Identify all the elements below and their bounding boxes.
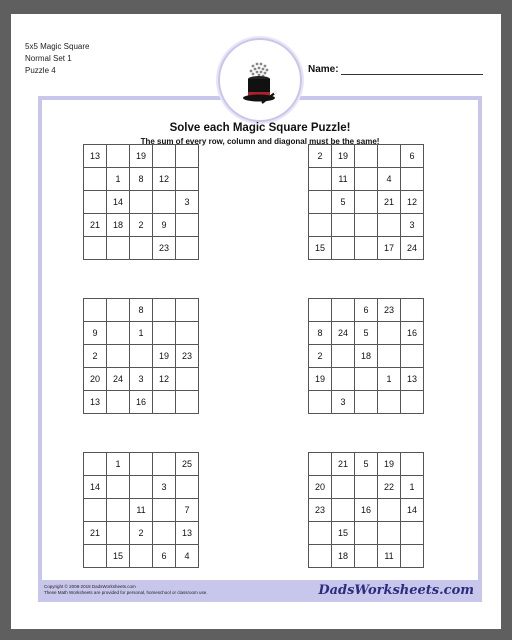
given-number-cell: 14 [401,499,424,522]
magic-square-1 [83,144,199,260]
given-number-cell: 12 [153,368,176,391]
given-number-cell: 19 [378,453,401,476]
empty-cell[interactable] [176,368,199,391]
empty-cell[interactable] [401,545,424,568]
grid-row [84,368,199,391]
given-number-cell: 12 [401,191,424,214]
empty-cell[interactable] [309,214,332,237]
grid-row [84,453,199,476]
grid-row [309,237,424,260]
magic-square-3 [83,298,199,414]
empty-cell[interactable] [84,237,107,260]
given-number-cell: 18 [355,345,378,368]
grid-row [84,191,199,214]
empty-cell[interactable] [107,345,130,368]
footer-text [44,584,208,596]
given-number-cell: 21 [84,214,107,237]
given-number-cell: 15 [107,545,130,568]
magic-square-4 [308,298,424,414]
given-number-cell: 19 [130,145,153,168]
empty-cell[interactable] [176,168,199,191]
grid-row [309,368,424,391]
name-label: Name: [308,64,339,75]
puzzle-type: 5x5 Magic Square [25,42,90,51]
given-number-cell: 1 [130,322,153,345]
footer-bar [38,580,482,602]
empty-cell[interactable] [130,191,153,214]
grid-row [309,214,424,237]
grid-row [309,476,424,499]
grid-row [309,191,424,214]
given-number-cell: 5 [355,453,378,476]
empty-cell[interactable] [378,145,401,168]
given-number-cell: 15 [332,522,355,545]
empty-cell[interactable] [355,145,378,168]
grid-row [84,168,199,191]
grid-row [84,237,199,260]
given-number-cell: 16 [401,322,424,345]
empty-cell[interactable] [332,368,355,391]
empty-cell[interactable] [130,237,153,260]
empty-cell[interactable] [107,391,130,414]
grid-row [84,476,199,499]
given-number-cell: 20 [309,476,332,499]
empty-cell[interactable] [378,499,401,522]
given-number-cell: 11 [332,168,355,191]
empty-cell[interactable] [332,499,355,522]
given-number-cell: 13 [401,368,424,391]
empty-cell[interactable] [355,214,378,237]
empty-cell[interactable] [332,214,355,237]
empty-cell[interactable] [309,522,332,545]
given-number-cell: 19 [332,145,355,168]
empty-cell[interactable] [401,453,424,476]
given-number-cell: 8 [130,299,153,322]
given-number-cell: 3 [130,368,153,391]
given-number-cell: 1 [107,168,130,191]
worksheet-instructions: The sum of every row, column and diagonal must be the same! [140,137,380,146]
empty-cell[interactable] [355,191,378,214]
puzzle-info [25,41,89,77]
given-number-cell: 5 [355,322,378,345]
given-number-cell: 22 [378,476,401,499]
usage-note: These Math Worksheets are provided for personal, homeschool or classroom use. [44,590,208,595]
grid-row [309,168,424,191]
given-number-cell: 24 [401,237,424,260]
empty-cell[interactable] [355,476,378,499]
empty-cell[interactable] [153,322,176,345]
empty-cell[interactable] [332,345,355,368]
given-number-cell: 7 [176,499,199,522]
given-number-cell: 9 [153,214,176,237]
empty-cell[interactable] [309,191,332,214]
empty-cell[interactable] [401,168,424,191]
empty-cell[interactable] [176,145,199,168]
given-number-cell: 19 [309,368,332,391]
given-number-cell: 5 [332,191,355,214]
empty-cell[interactable] [84,545,107,568]
empty-cell[interactable] [153,391,176,414]
given-number-cell: 14 [107,191,130,214]
empty-cell[interactable] [332,299,355,322]
empty-cell[interactable] [355,368,378,391]
given-number-cell: 1 [401,476,424,499]
given-number-cell: 2 [130,522,153,545]
grid-row [309,453,424,476]
given-number-cell: 1 [378,368,401,391]
empty-cell[interactable] [355,391,378,414]
grid-row [309,345,424,368]
empty-cell[interactable] [309,168,332,191]
given-number-cell: 3 [153,476,176,499]
grid-row [309,499,424,522]
given-number-cell: 23 [153,237,176,260]
empty-cell[interactable] [153,191,176,214]
grid-row [84,522,199,545]
empty-cell[interactable] [130,345,153,368]
given-number-cell: 6 [401,145,424,168]
grid-row [84,499,199,522]
brand-logo: DadsWorksheets.com [318,583,474,598]
empty-cell[interactable] [355,237,378,260]
given-number-cell: 8 [309,322,332,345]
empty-cell[interactable] [130,453,153,476]
given-number-cell: 20 [84,368,107,391]
empty-cell[interactable] [355,545,378,568]
given-number-cell: 13 [84,145,107,168]
empty-cell[interactable] [84,191,107,214]
given-number-cell: 23 [176,345,199,368]
empty-cell[interactable] [355,168,378,191]
given-number-cell: 11 [378,545,401,568]
empty-cell[interactable] [130,545,153,568]
worksheet-page [11,14,501,629]
given-number-cell: 21 [332,453,355,476]
given-number-cell: 6 [355,299,378,322]
given-number-cell: 21 [84,522,107,545]
given-number-cell: 18 [332,545,355,568]
grid-row [84,145,199,168]
grid-row [84,391,199,414]
given-number-cell: 2 [130,214,153,237]
given-number-cell: 17 [378,237,401,260]
empty-cell[interactable] [309,299,332,322]
grid-row [309,322,424,345]
magic-square-5 [83,452,199,568]
name-input-line[interactable] [341,74,483,75]
given-number-cell: 14 [84,476,107,499]
empty-cell[interactable] [378,522,401,545]
given-number-cell: 9 [84,322,107,345]
empty-cell[interactable] [84,168,107,191]
empty-cell[interactable] [401,522,424,545]
empty-cell[interactable] [332,476,355,499]
grid-row [309,545,424,568]
empty-cell[interactable] [107,299,130,322]
empty-cell[interactable] [309,545,332,568]
given-number-cell: 2 [84,345,107,368]
empty-cell[interactable] [176,476,199,499]
grid-row [309,299,424,322]
empty-cell[interactable] [401,299,424,322]
magic-hat-icon [218,38,302,122]
given-number-cell: 13 [84,391,107,414]
given-number-cell: 6 [153,545,176,568]
empty-cell[interactable] [107,322,130,345]
given-number-cell: 13 [176,522,199,545]
given-number-cell: 12 [153,168,176,191]
empty-cell[interactable] [84,499,107,522]
given-number-cell: 3 [176,191,199,214]
empty-cell[interactable] [153,499,176,522]
given-number-cell: 4 [378,168,401,191]
empty-cell[interactable] [176,391,199,414]
given-number-cell: 3 [401,214,424,237]
grid-row [84,214,199,237]
given-number-cell: 24 [332,322,355,345]
empty-cell[interactable] [176,237,199,260]
empty-cell[interactable] [107,145,130,168]
given-number-cell: 3 [332,391,355,414]
given-number-cell: 18 [107,214,130,237]
given-number-cell: 1 [107,453,130,476]
worksheet-title: Solve each Magic Square Puzzle! [169,122,351,134]
empty-cell[interactable] [153,453,176,476]
given-number-cell: 16 [355,499,378,522]
grid-row [84,322,199,345]
empty-cell[interactable] [401,391,424,414]
grid-row [84,545,199,568]
given-number-cell: 25 [176,453,199,476]
magic-square-6 [308,452,424,568]
given-number-cell: 2 [309,345,332,368]
given-number-cell: 16 [130,391,153,414]
empty-cell[interactable] [355,522,378,545]
given-number-cell: 23 [309,499,332,522]
given-number-cell: 19 [153,345,176,368]
given-number-cell: 2 [309,145,332,168]
empty-cell[interactable] [130,476,153,499]
empty-cell[interactable] [107,237,130,260]
grid-row [309,522,424,545]
empty-cell[interactable] [401,345,424,368]
empty-cell[interactable] [378,345,401,368]
empty-cell[interactable] [378,322,401,345]
empty-cell[interactable] [107,476,130,499]
grid-row [309,391,424,414]
copyright-text: Copyright © 2008-2018 DadsWorksheets.com [44,584,136,589]
empty-cell[interactable] [309,391,332,414]
given-number-cell: 11 [130,499,153,522]
given-number-cell: 24 [107,368,130,391]
empty-cell[interactable] [107,522,130,545]
empty-cell[interactable] [309,453,332,476]
grid-row [84,345,199,368]
empty-cell[interactable] [153,299,176,322]
empty-cell[interactable] [84,453,107,476]
empty-cell[interactable] [378,214,401,237]
empty-cell[interactable] [176,322,199,345]
empty-cell[interactable] [332,237,355,260]
given-number-cell: 23 [378,299,401,322]
empty-cell[interactable] [176,214,199,237]
empty-cell[interactable] [107,499,130,522]
given-number-cell: 8 [130,168,153,191]
puzzle-set: Normal Set 1 [25,54,72,63]
empty-cell[interactable] [153,522,176,545]
empty-cell[interactable] [176,299,199,322]
empty-cell[interactable] [153,145,176,168]
given-number-cell: 4 [176,545,199,568]
grid-row [309,145,424,168]
empty-cell[interactable] [84,299,107,322]
grid-row [84,299,199,322]
given-number-cell: 21 [378,191,401,214]
given-number-cell: 15 [309,237,332,260]
empty-cell[interactable] [378,391,401,414]
magic-square-2 [308,144,424,260]
puzzle-number: Puzzle 4 [25,66,56,75]
